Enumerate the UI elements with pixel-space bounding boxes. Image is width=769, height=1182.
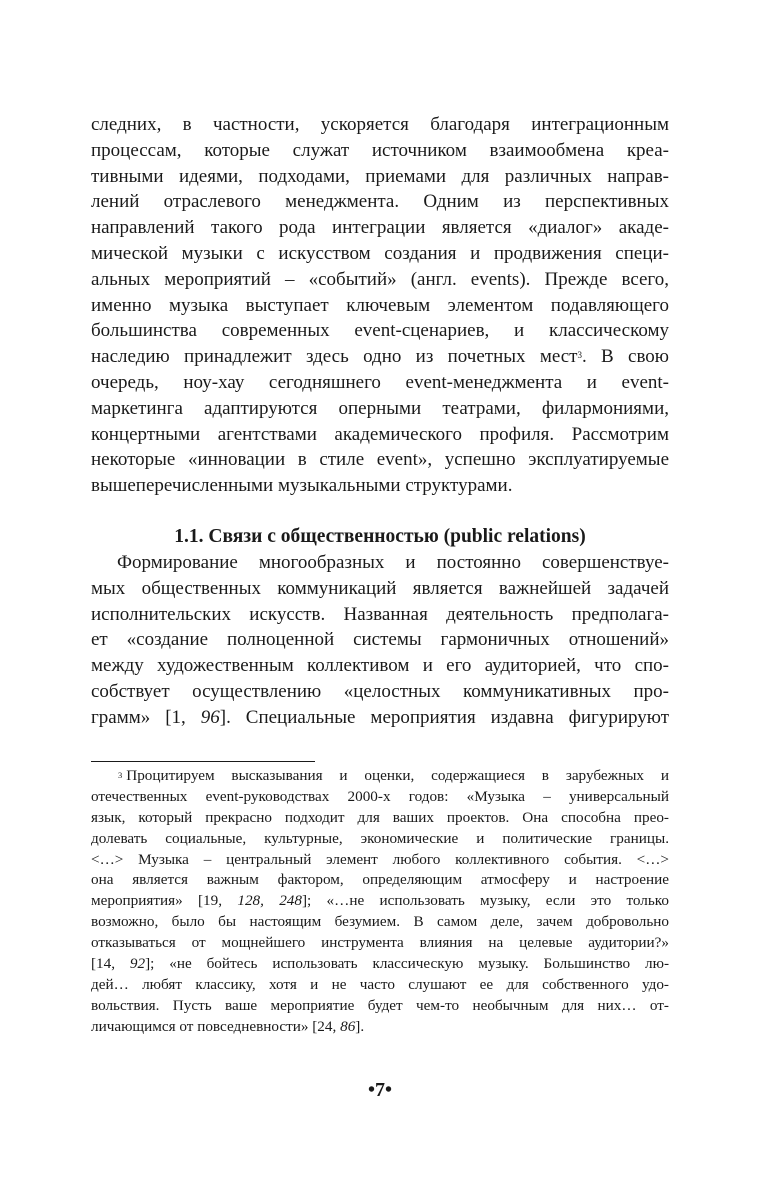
text-line: Формирование многообразных и постоянно совершенствуе-	[117, 552, 669, 573]
footnote-line	[91, 766, 669, 787]
text-segment: Процитируем высказывания и оценки, содержащиеся в зарубежных и	[126, 767, 669, 784]
text-segment: грамм» [1,	[91, 706, 201, 728]
page-number: •7•	[367, 1079, 392, 1101]
text-line: направлений такого рода интеграции является «диалог» акаде-	[91, 217, 669, 239]
text-line: мых общественных коммуникаций является важнейшей задачей	[91, 577, 669, 599]
text-line: ет «создание полноценной системы гармоничных отношений»	[91, 629, 669, 651]
footnote-line: отказываться от мощнейшего инструмента влияния на целевые аудитории?»	[91, 934, 669, 952]
footnote-line: <…> Музыка – центральный элемент любого коллективного события. <…>	[91, 850, 669, 868]
text-segment: ]; «…не использовать музыку, если это только	[302, 892, 670, 910]
text-line: альных мероприятий – «событий» (англ. events). Прежде всего,	[91, 268, 669, 290]
text-line: концертными агентствами академического профиля. Рассмотрим	[91, 423, 669, 445]
citation-page: 86	[340, 1017, 356, 1035]
citation-page: 128, 248	[237, 892, 302, 910]
text-line: некоторые «инновации в стиле event», успешно эксплуатируемые	[91, 449, 669, 471]
citation-page: 96	[200, 706, 220, 728]
footnote-line-with-citation	[91, 891, 669, 912]
text-segment: ].	[355, 1017, 365, 1035]
section-heading: 1.1. Связи с общественностью (public relations)	[174, 526, 586, 547]
footnote-separator	[91, 761, 315, 762]
text-line: тивными идеями, подходами, приемами для различных направ-	[91, 165, 669, 187]
footnote-line-with-citation	[91, 954, 669, 975]
text-segment: ]; «не бойтесь использовать классическую музыку. Большинство лю-	[145, 955, 670, 973]
text-line: большинства современных event-сценариев, и классическому	[91, 320, 669, 342]
text-line: именно музыка выступает ключевым элементом подавляющего	[91, 294, 669, 316]
text-line: исполнительских искусств. Названная деятельность предполага-	[91, 603, 669, 625]
text-line: между художественным коллективом и его аудиторией, что спо-	[91, 655, 669, 677]
text-segment: [14,	[91, 955, 130, 973]
footnote-marker: 3	[118, 770, 123, 780]
footnote-line: возможно, было бы настоящим безумием. В самом деле, зачем добровольно	[91, 913, 669, 931]
footnote	[91, 766, 669, 1038]
footnote-line: язык, который прекрасно подходит для ваших проектов. Она способна прео-	[91, 808, 669, 826]
text-segment: мероприятия» [19,	[91, 892, 238, 910]
book-page	[91, 0, 669, 1182]
text-line: очередь, ноу-хау сегодняшнего event-менеджмента и event-	[91, 371, 669, 393]
footnote-line: отечественных event-руководствах 2000-х годов: «Музыка – универсальный	[91, 787, 669, 805]
text-line: процессам, которые служат источником взаимообмена креа-	[91, 139, 669, 161]
paragraph-intro	[91, 112, 669, 499]
footnote-line: вольствия. Пусть ваше мероприятие будет чем-то необычным для них… от-	[91, 996, 669, 1014]
text-line: маркетинга адаптируются оперными театрами, филармониями,	[91, 397, 669, 419]
footnote-reference[interactable]: 3	[577, 350, 582, 361]
footnote-line: долевать социальные, культурные, экономические и политические границы.	[91, 829, 669, 847]
text-line-with-citation	[91, 705, 669, 731]
text-line-with-footnote-ref	[91, 344, 669, 370]
text-segment: . В свою	[582, 346, 669, 368]
text-segment: личающимся от повседневности» [24,	[91, 1017, 341, 1035]
citation-page: 92	[129, 955, 146, 973]
text-line: собствует осуществлению «целостных коммуникативных про-	[91, 680, 669, 702]
text-segment: ]. Специальные мероприятия издавна фигурируют	[219, 706, 670, 728]
text-line: вышеперечисленными музыкальными структурами.	[91, 475, 513, 497]
text-line: лений отраслевого менеджмента. Одним из перспективных	[91, 191, 669, 213]
paragraph-public-relations	[91, 550, 669, 731]
footnote-line: дей… любят классику, хотя и не часто слушают ее для собственного удо-	[91, 975, 669, 993]
text-line: мической музыки с искусством создания и продвижения специ-	[91, 242, 669, 264]
text-line: следних, в частности, ускоряется благодаря интеграционным	[91, 114, 669, 135]
footnote-line-with-citation	[91, 1017, 669, 1038]
text-segment: наследию принадлежит здесь одно из почетных мест	[91, 346, 578, 368]
footnote-line: она является важным фактором, определяющим атмосферу и настроение	[91, 871, 669, 889]
